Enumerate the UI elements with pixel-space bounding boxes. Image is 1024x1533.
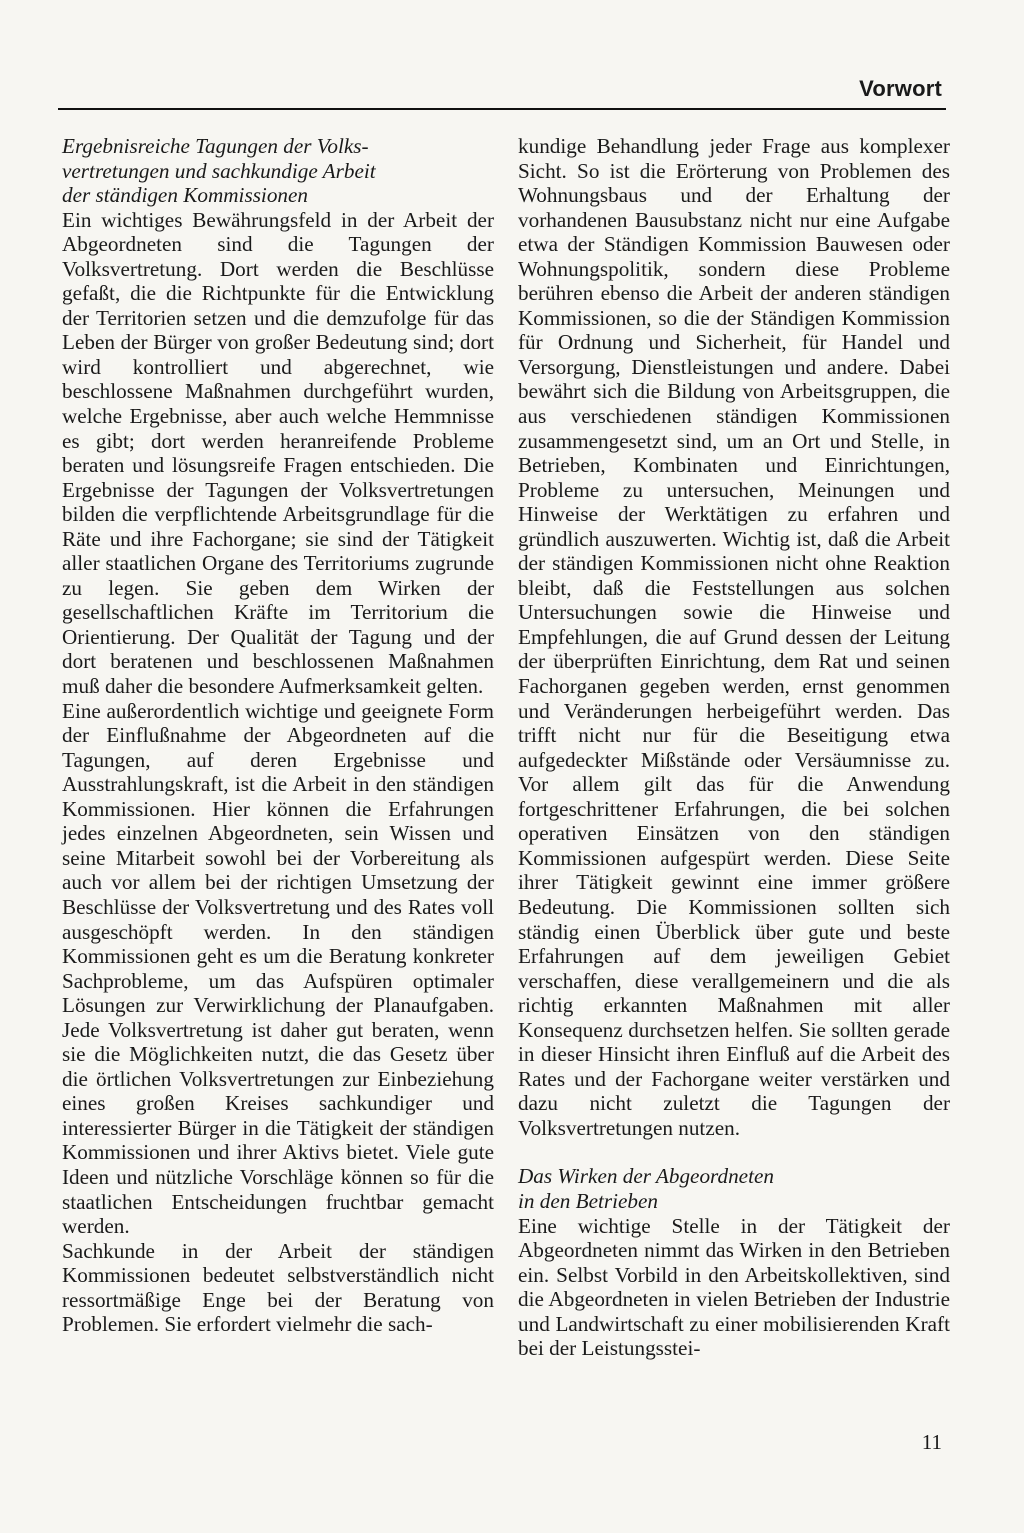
heading-line: Ergebnisreiche Tagungen der Volks-	[62, 134, 369, 158]
heading-line: vertretungen und sachkundige Arbeit	[62, 158, 376, 183]
section-heading-left	[62, 134, 494, 208]
right-column	[518, 134, 950, 1361]
header-rule	[58, 108, 946, 110]
heading-line: in den Betrieben	[518, 1188, 659, 1213]
body-paragraph: Sachkunde in der Arbeit der ständigen Kommissionen bedeutet selbstverständlich nicht ressortmäßige Enge bei der Beratung von Problemen. Sie erfordert vielmehr die sach-	[62, 1238, 494, 1337]
heading-line: Das Wirken der Abgeordneten	[518, 1164, 774, 1189]
section-heading-right	[518, 1164, 950, 1213]
running-header-title: Vorwort	[859, 76, 942, 101]
page-number: 11	[921, 1430, 942, 1454]
body-paragraph: kundige Behandlung jeder Frage aus komplexer Sicht. So ist die Erörterung von Problemen des Wohnungsbaus und der Erhaltung der vorhandenen Bausubstanz nicht nur eine Aufgabe etwa der Ständigen Kommission Bauwesen oder Wohnungspolitik, sondern diese Probleme berühren ebenso die Arbeit der anderen ständigen Kommissionen, so die der Ständigen Kommission für Ordnung und Sicherheit, für Handel und Versorgung, Dienstleistungen und andere. Dabei bewährt sich die Bildung von Arbeitsgruppen, die aus verschiedenen ständigen Kommissionen zusammengesetzt sind, um an Ort und Stelle, in Betrieben, Kombinaten und Einrichtungen, Probleme zu untersuchen, Meinungen und Hinweise der Werktätigen zu erfahren und gründlich auszuwerten. Wichtig ist, daß die Arbeit der ständigen Kommissionen nicht ohne Reaktion bleibt, daß die Feststellungen aus solchen Untersuchungen sowie die Hinweise und Empfehlungen, die auf Grund dessen der Leitung der überprüften Einrichtung, dem Rat und seinen Fachorganen gegeben werden, ernst genommen und Veränderungen herbeigeführt werden. Das trifft nicht nur für die Beseitigung etwa aufgedeckter Mißstände oder Versäumnisse zu. Vor allem gilt das für die Anwendung fortgeschrittener Erfahrungen, die bei solchen operativen Einsätzen von den ständigen Kommissionen aufgespürt werden. Diese Seite ihrer Tätigkeit gewinnt eine immer größere Bedeutung. Die Kommissionen sollten sich ständig einen Überblick über gute und beste Erfahrungen auf dem jeweiligen Gebiet verschaffen, diese verallgemeinern und die als richtig erkannten Maßnahmen mit aller Konsequenz durchsetzen helfen. Sie sollten gerade in dieser Hinsicht ihren Einfluß auf die Arbeit des Rates und der Fachorgane weiter verstärken und dazu nicht zuletzt die Tagungen der Volksvertretungen nutzen.	[518, 134, 950, 1140]
heading-line: der ständigen Kommissionen	[62, 183, 309, 208]
section-spacer	[518, 1140, 950, 1164]
body-paragraph: Eine wichtige Stelle in der Tätigkeit der Abgeordneten nimmt das Wirken in den Betrieben ein. Selbst Vorbild in den Arbeitskollektiven, sind die Abgeordneten in vielen Betrieben der Industrie und Landwirtschaft zu einer mobilisierenden Kraft bei der Leistungsstei-	[518, 1213, 950, 1361]
left-column	[62, 134, 494, 1337]
body-paragraph: Eine außerordentlich wichtige und geeignete Form der Einflußnahme der Abgeordneten auf die Tagungen, auf deren Ergebnisse und Ausstrahlungskraft, ist die Arbeit in den ständigen Kommissionen. Hier können die Erfahrungen jedes einzelnen Abgeordneten, sein Wissen und seine Mitarbeit sowohl bei der Vorbereitung als auch vor allem bei der richtigen Umsetzung der Beschlüsse der Volksvertretung und des Rates voll ausgeschöpft werden. In den ständigen Kommissionen geht es um die Beratung konkreter Sachprobleme, um das Aufspüren optimaler Lösungen zur Verwirklichung der Planaufgaben. Jede Volksvertretung ist daher gut beraten, wenn sie die Möglichkeiten nutzt, die das Gesetz über die örtlichen Volksvertretungen zur Einbeziehung eines großen Kreises sachkundiger und interessierter Bürger in die Tätigkeit der ständigen Kommissionen und ihrer Aktivs bietet. Viele gute Ideen und nützliche Vorschläge können so für die staatlichen Entscheidungen fruchtbar gemacht werden.	[62, 698, 494, 1239]
body-paragraph: Ein wichtiges Bewährungsfeld in der Arbeit der Abgeordneten sind die Tagungen der Volksvertretung. Dort werden die Beschlüsse gefaßt, die die Richtpunkte für die Entwicklung der Territorien setzen und die demzufolge für das Leben der Bürger von großer Bedeutung sind; dort wird kontrolliert und abgerechnet, wie beschlossene Maßnahmen durchgeführt wurden, welche Ergebnisse, aber auch welche Hemmnisse es gibt; dort werden heranreifende Probleme beraten und lösungsreife Fragen entschieden. Die Ergebnisse der Tagungen der Volksvertretungen bilden die verpflichtende Arbeitsgrundlage für die Räte und ihre Fachorgane; sie sind der Tätigkeit aller staatlichen Organe des Territoriums zugrunde zu legen. Sie geben dem Wirken der gesellschaftlichen Kräfte im Territorium die Orientierung. Der Qualität der Tagung und der dort beratenen und beschlossenen Maßnahmen muß daher die besondere Aufmerksamkeit gelten.	[62, 207, 494, 699]
